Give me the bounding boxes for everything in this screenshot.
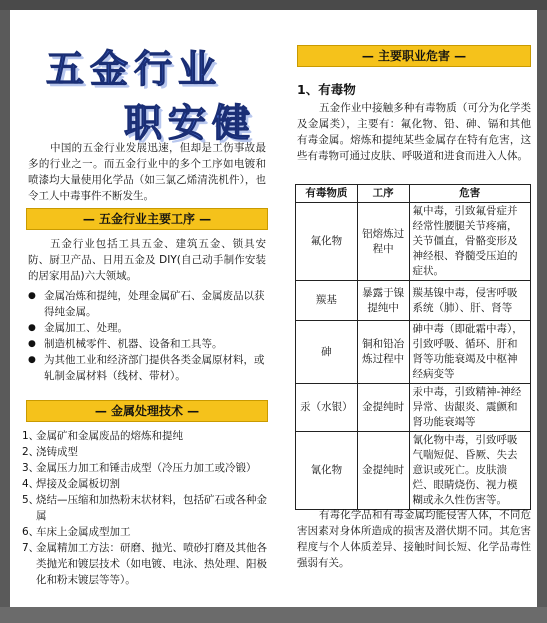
list-item: 4、 焊接及金属板切割 xyxy=(22,478,120,490)
table-row xyxy=(296,203,531,281)
list-item: 6、 车床上金属成型加工 xyxy=(22,526,131,538)
cell-process: 金提纯时 xyxy=(357,432,409,510)
viewer-top-bar xyxy=(0,0,547,10)
toxic-substances-table xyxy=(295,184,531,510)
metal-processing-list xyxy=(22,428,268,588)
intro-paragraph: 中国的五金行业发展迅速，但却是工伤事故最多的行业之一。而五金行业中的多个工序如电镀和喷漆均大量使用化学品（如三氯乙烯清洗机件），也令工人中毒事件不断发生。 xyxy=(28,142,266,202)
hazards-closing: 有毒化学品和有毒金属均能侵害人体，不同危害因素对身体所造成的损害及潜伏期不同。其危害程度与个人体质差异、接触时间长短、化学品毒性强弱有关。 xyxy=(297,509,531,569)
header-hazard: 危害 xyxy=(409,185,530,203)
cell-process: 铜和铅冶炼过程中 xyxy=(357,321,409,384)
left-column xyxy=(18,10,275,607)
hazards-intro: 五金作业中接触多种有毒物质（可分为化学类及金属类），主要有：氟化物、铅、砷、镉和其他有毒金属。熔炼和提纯某些金属存在特有危害，这些有毒物可通过皮肤、呼吸道和进食而进入人体。 xyxy=(297,102,531,162)
document-page xyxy=(10,10,537,607)
cell-process: 金提纯时 xyxy=(357,384,409,432)
cell-substance: 氰化物 xyxy=(296,432,358,510)
cell-substance: 汞（水银） xyxy=(296,384,358,432)
table-row xyxy=(296,321,531,384)
processes-intro: 五金行业包括工具五金、建筑五金、锁具安防、厨卫产品、日用五金及 DIY(自己动手制作安装的居家用品)六大领域。 xyxy=(28,238,266,282)
table-header-row xyxy=(296,185,531,203)
list-item: 5、 烧结—压缩和加热粉末状材料，包括矿石或各种金属 xyxy=(22,494,267,522)
cell-process: 铝熔炼过程中 xyxy=(357,203,409,281)
cell-hazard: 汞中毒，引致精神-神经异常、齿龈炎、震颤和肾功能衰竭等 xyxy=(409,384,530,432)
cell-hazard: 砷中毒（即砒霜中毒），引致呼吸、循环、肝和肾等功能衰竭及中枢神经病变等 xyxy=(409,321,530,384)
cell-process: 暴露于镍提纯中 xyxy=(357,281,409,321)
hazards-banner: — 主要职业危害 — xyxy=(297,45,531,67)
list-item: 7、 金属精加工方法：研磨、抛光、喷砂打磨及其他各类抛光和镀层技术（如电镀、电泳、热处理、阳极化和粉末镀层等等）。 xyxy=(22,542,267,586)
title-line-2: 职安健 xyxy=(124,101,257,145)
cell-substance: 砷 xyxy=(296,321,358,384)
right-column xyxy=(295,10,533,607)
title-line-1: 五金行业 xyxy=(46,47,223,91)
list-item: ● 金属加工、处理。 xyxy=(26,320,268,336)
table-row xyxy=(296,432,531,510)
processes-list xyxy=(26,288,268,384)
table-row xyxy=(296,384,531,432)
cell-hazard: 氟中毒，引致氟骨症并经常性腰腿关节疼痛，关节僵直，骨骼变形及神经根、脊髓受压迫的症状。 xyxy=(409,203,530,281)
cell-hazard: 氰化物中毒，引致呼吸气喘短促、昏厥、失去意识或死亡。皮肤溃烂、眼睛烧伤、视力模糊或永久性伤害等。 xyxy=(409,432,530,510)
viewer-bottom-bar xyxy=(0,607,547,623)
cell-substance: 氟化物 xyxy=(296,203,358,281)
list-item: 2、 浇铸成型 xyxy=(22,446,78,458)
list-item: 1、 金属矿和金属废品的熔炼和提纯 xyxy=(22,430,183,442)
header-process: 工序 xyxy=(357,185,409,203)
cell-hazard: 羰基镍中毒，侵害呼吸系统（肺）、肝、肾等 xyxy=(409,281,530,321)
cell-substance: 羰基 xyxy=(296,281,358,321)
list-item: ● 制造机械零件、机器、设备和工具等。 xyxy=(26,336,268,352)
metal-processing-banner: — 金属处理技术 — xyxy=(26,400,268,422)
list-item: 3、 金属压力加工和锤击成型（冷压力加工或冷锻） xyxy=(22,462,257,474)
header-substance: 有毒物质 xyxy=(296,185,358,203)
table-row xyxy=(296,281,531,321)
processes-banner: — 五金行业主要工序 — xyxy=(26,208,268,230)
list-item: ● 为其他工业和经济部门提供各类金属原材料，或轧制金属材料（线材、带材）。 xyxy=(26,352,268,384)
list-item: ● 金属冶炼和提纯，处理金属矿石、金属废品以获得纯金属。 xyxy=(26,288,268,320)
section-title-toxic: 1、有毒物 xyxy=(297,82,356,97)
